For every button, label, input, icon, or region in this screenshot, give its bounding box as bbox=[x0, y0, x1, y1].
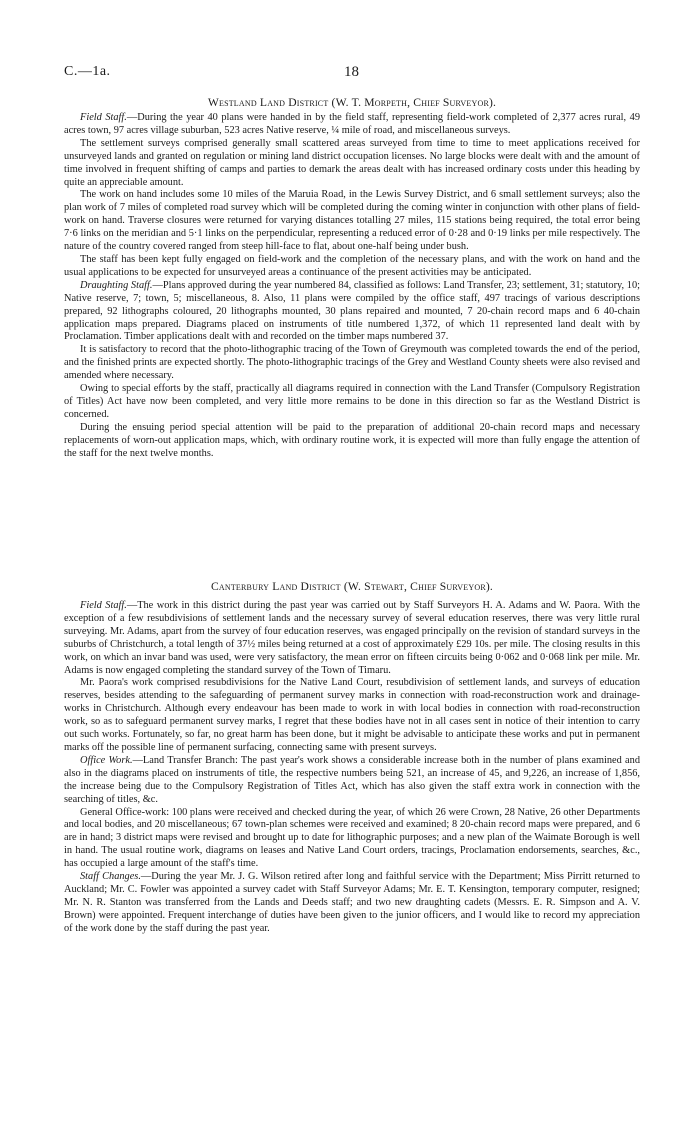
paragraph-lead: Draughting Staff. bbox=[80, 279, 153, 291]
document-reference: C.—1a. bbox=[64, 64, 111, 79]
page-number: 18 bbox=[344, 64, 359, 80]
paragraph bbox=[64, 600, 640, 677]
paragraph bbox=[64, 871, 640, 936]
paragraph-text: Mr. Paora's work comprised resubdivisions for the Native Land Court, resubdivision of settlement lands, and surveys of education reserves, besides attending to the safeguarding of permanent survey marks in connection with road-reconstruction work and drainage-works in Christchurch. Although every endeavour has been made to work in with local bodies in connection with road-reconstruction work, so as to safeguard permanent survey marks, I regret that these bodies have not in all cases sent in notice of their intention to carry out such works. Fortunately, so far, no great harm has been done, but it might be advisable to anticipate these works and put in permanent marks off the possible line of permanent surfacing, connecting same with present surveys. bbox=[64, 677, 640, 753]
paragraph bbox=[64, 280, 640, 345]
paragraph-text: —Land Transfer Branch: The past year's work shows a considerable increase both in the number of plans examined and also in the diagrams placed on instruments of title, the respective numbers being 521, an increase of 45, and 9,226, an increase of 1,856, the increase being due to the Compulsory Registration of Titles Act, which has also given the staff extra work in connection with the searching of titles, &c. bbox=[64, 754, 640, 805]
paragraph-lead: Field Staff. bbox=[80, 600, 127, 611]
paragraph bbox=[64, 677, 640, 754]
paragraph bbox=[64, 189, 640, 254]
paragraph-text: The work on hand includes some 10 miles of the Maruia Road, in the Lewis Survey District, and 6 small settlement surveys; also the plan work of 7 miles of completed road survey which will be completed during the coming winter in conjunction with other plans of field-work on hand. Traverse closures were returned for varying distances totalling 27 miles, 115 stations being required, the total error being 7·6 links on the meridian and 5·1 links on the perpendicular, representing a reduced error of 0·28 and 0·19 links per mile respectively. The nature of the country covered ranged from steep hill-face to flat, about one-half being under bush. bbox=[64, 189, 640, 253]
paragraph-text: It is satisfactory to record that the photo-lithographic tracing of the Town of Greymouth was completed towards the end of the period, and the finished prints are expected shortly. The photo-lithographic tracings of the Grey and Westland County sheets were also revised and amended where necessary. bbox=[64, 344, 640, 382]
paragraph-text: The staff has been kept fully engaged on field-work and the completion of the necessary plans, and with the work on hand and the usual applications to be expected for unsurveyed areas a continuance of the present activities may be anticipated. bbox=[64, 253, 640, 278]
canterbury-section-body bbox=[64, 600, 640, 936]
paragraph-lead: Field Staff. bbox=[80, 112, 127, 123]
paragraph-lead: Staff Changes. bbox=[80, 871, 141, 883]
paragraph bbox=[64, 344, 640, 383]
paragraph-text: —During the year Mr. J. G. Wilson retired after long and faithful service with the Department; Miss Pirritt returned to Auckland; Mr. C. Fowler was appointed a survey cadet with Staff Surveyor Adams; Mr. E. T. Kensington, temporary computer, resigned; Mr. N. R. Stanton was transferred from the Lands and Deeds staff; and two new draughting cadets (Messrs. E. R. Simpson and A. V. Brown) were appointed. Frequent interchange of duties have been given to the junior officers, and I would like to record my appreciation of the work done by the staff during the past year. bbox=[64, 871, 641, 934]
page-header bbox=[64, 64, 634, 84]
paragraph-text: —Plans approved during the year numbered 84, classified as follows: Land Transfer, 23; settlement, 31; statutory, 10; Native reserve, 7; town, 5; miscellaneous, 8. Also, 11 plans were compiled by the office staff, 497 tracings of various descriptions prepared, 92 lithographs coloured, 20 lithographs mounted, 30 plans repaired and mounted, 7 20-chain record maps and 6 40-chain application maps prepared. Diagrams placed on instruments of title numbered 1,372, of which 11 represented land dealt with by Proclamation. Timber applications dealt with and recorded on the timber maps numbered 37. bbox=[64, 279, 640, 343]
paragraph-text: —During the year 40 plans were handed in by the field staff, representing field-work completed of 2,377 acres rural, 49 acres town, 97 acres village suburban, 523 acres Native reserve, ¼ mile of road, and miscellaneous surveys. bbox=[64, 112, 640, 136]
paragraph bbox=[64, 383, 640, 422]
paragraph-text: General Office-work: 100 plans were received and checked during the year, of which 26 were Crown, 28 Native, 26 other Departments and local bodies, and 20 miscellaneous; 67 town-plan schemes were received and examined; 8 20-chain record maps were prepared, and 6 are in hand; 3 district maps were revised and brought up to date for lithographic purposes; and a new plan of the Waimate Borough is well in hand. The usual routine work, diagrams on leases and Native Land Court orders, tracings, Proclamation endorsements, searches, &c., has occupied a large amount of the staff's time. bbox=[64, 806, 640, 870]
paragraph-text: The settlement surveys comprised generally small scattered areas surveyed from time to time to meet applications received for unsurveyed lands and granted on regulation or mining land district occupation licenses. No large blocks were dealt with and the amount of time involved in frequent shifting of camps and parties to demark the areas dealt with has increased ordinary costs under this heading by quite an appreciable amount. bbox=[64, 137, 640, 188]
paragraph-text: During the ensuing period special attention will be paid to the preparation of additional 20-chain record maps and necessary replacements of worn-out application maps, which, with ordinary routine work, it is expected will more than fully engage the attention of the staff for the next twelve months. bbox=[64, 421, 640, 459]
paragraph bbox=[64, 755, 640, 807]
paragraph-lead: Office Work. bbox=[80, 754, 133, 766]
paragraph bbox=[64, 112, 640, 138]
paragraph bbox=[64, 422, 640, 461]
canterbury-section-title: Canterbury Land District (W. Stewart, Chief Surveyor). bbox=[210, 580, 494, 593]
paragraph bbox=[64, 254, 640, 280]
paragraph-text: Owing to special efforts by the staff, practically all diagrams required in connection with the Land Transfer (Compulsory Registration of Titles) Act have now been completed, and very little more remains to be done in this direction so far as the Westland District is concerned. bbox=[64, 383, 640, 420]
westland-section-title: Westland Land District (W. T. Morpeth, Chief Surveyor). bbox=[207, 96, 497, 109]
paragraph bbox=[64, 138, 640, 190]
paragraph-text: —The work in this district during the past year was carried out by Staff Surveyors H. A. Adams and W. Paora. With the exception of a few resubdivisions of settlement lands and the necessary survey of several education reserves, there was very little rural surveying. Mr. Adams, apart from the survey of four education reserves, was engaged principally on the revision of standard surveys in the suburbs of Christchurch, a total length of 37½ miles being returned at a cost of approximately £29 10s. per mile. The closing results in this work, on which an invar band was used, were very satisfactory, the mean error on fifteen circuits being 0·062 and 0·068 link per mile. Mr. Adams is now engaged completing the standard survey of the Town of Timaru. bbox=[64, 600, 640, 676]
paragraph bbox=[64, 807, 640, 872]
westland-section-body bbox=[64, 112, 640, 460]
